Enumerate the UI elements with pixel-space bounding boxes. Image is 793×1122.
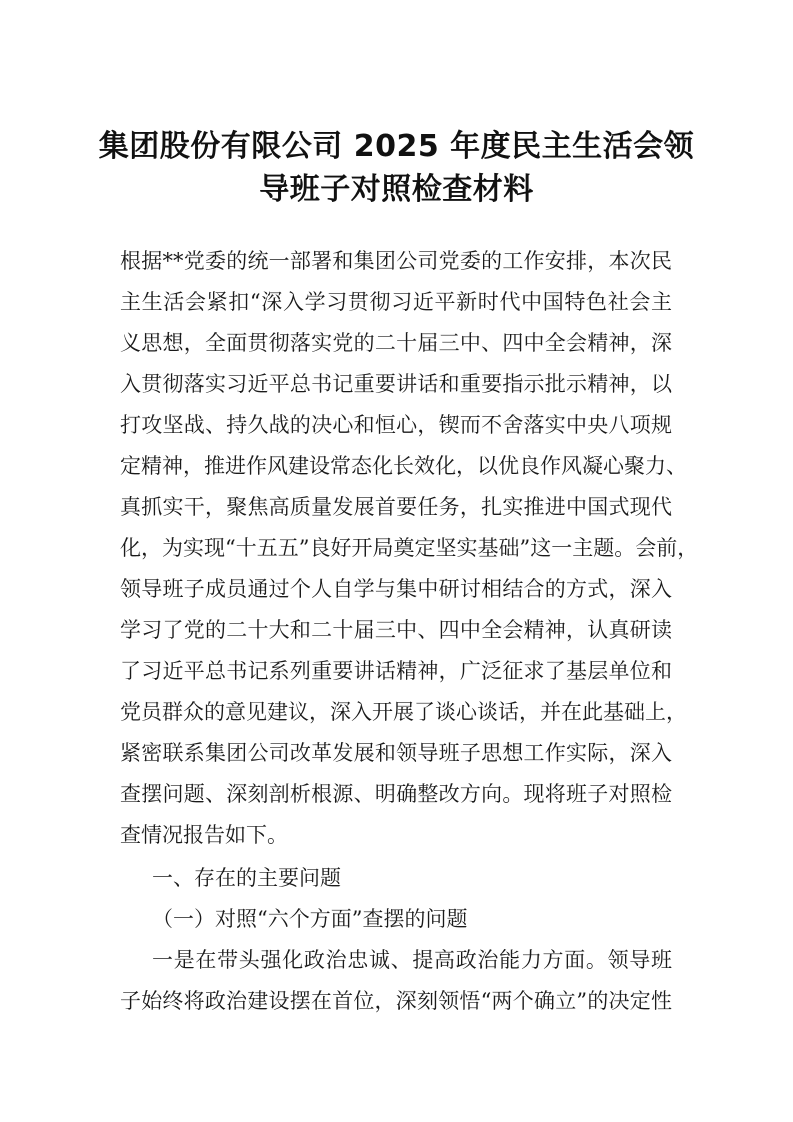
paragraph-line: 一是在带头强化政治忠诚、提高政治能力方面。领导班 [152, 948, 672, 972]
paragraph-line: 子始终将政治建设摆在首位，深刻领悟“两个确立”的决定性 [120, 989, 672, 1013]
paragraph-line: 了习近平总书记系列重要讲话精神，广泛征求了基层单位和 [120, 659, 672, 683]
paragraph-line: 化，为实现“十五五”良好开局奠定坚实基础”这一主题。会前， [120, 536, 699, 560]
paragraph-line: 主生活会紧扣“深入学习贯彻习近平新时代中国特色社会主 [120, 290, 672, 314]
paragraph-line: 定精神，推进作风建设常态化长效化，以优良作风凝心聚力、 [120, 454, 687, 478]
paragraph-line: 打攻坚战、持久战的决心和恒心，锲而不舍落实中央八项规 [120, 413, 672, 437]
document-title-line-1: 集团股份有限公司 2025 年度民主生活会领 [98, 129, 695, 164]
paragraph-line: 查摆问题、深刻剖析根源、明确整改方向。现将班子对照检 [120, 782, 672, 806]
paragraph-line: 学习了党的二十大和二十届三中、四中全会精神，认真研读 [120, 618, 672, 642]
paragraph-line: 义思想，全面贯彻落实党的二十届三中、四中全会精神，深 [120, 331, 672, 355]
paragraph-line: 党员群众的意见建议，深入开展了谈心谈话，并在此基础上， [120, 700, 687, 724]
paragraph-line: 根据**党委的统一部署和集团公司党委的工作安排，本次民 [120, 249, 672, 273]
section-heading: 一、存在的主要问题 [152, 866, 341, 890]
paragraph-line: 领导班子成员通过个人自学与集中研讨相结合的方式，深入 [120, 577, 672, 601]
paragraph-line: 真抓实干，聚焦高质量发展首要任务，扎实推进中国式现代 [120, 495, 672, 519]
document-title-line-2: 导班子对照检查材料 [259, 172, 534, 207]
paragraph-line: 入贯彻落实习近平总书记重要讲话和重要指示批示精神，以 [120, 372, 672, 396]
subsection-heading: （一）对照“六个方面”查摆的问题 [152, 907, 468, 931]
paragraph-last-line: 查情况报告如下。 [120, 823, 288, 847]
paragraph-line: 紧密联系集团公司改革发展和领导班子思想工作实际，深入 [120, 741, 672, 765]
